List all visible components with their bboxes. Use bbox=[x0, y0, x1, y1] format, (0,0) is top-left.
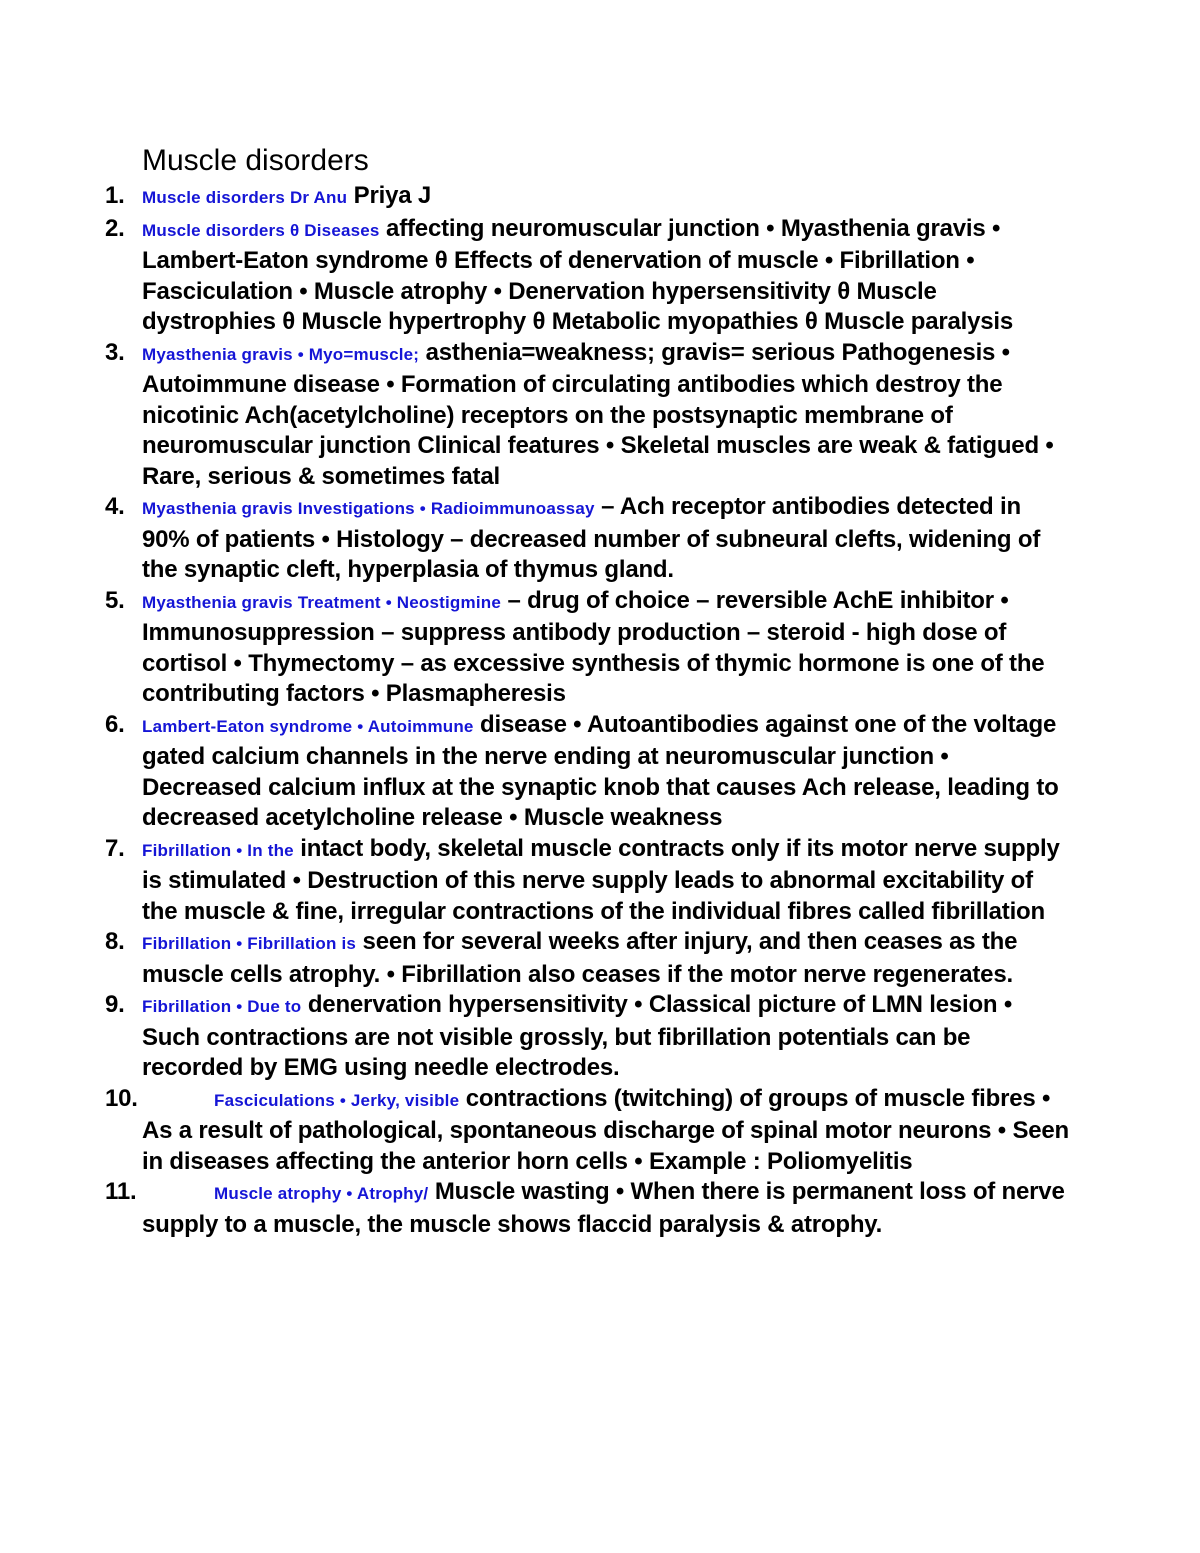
item-text: disease • Autoantibodies against one of the voltage gated calcium channels in the nerve ending at neuromuscular junction • Decreased calcium influx at the synaptic knob that causes Ach release, leading to decreased acetylcholine release • Muscle weakness bbox=[142, 710, 1059, 831]
item-number: 3. bbox=[105, 338, 125, 366]
list-item bbox=[0, 927, 1200, 990]
list-item bbox=[0, 990, 1200, 1084]
item-text: affecting neuromuscular junction • Myasthenia gravis • Lambert-Eaton syndrome θ Effects of denervation of muscle • Fibrillation • Fasciculation • Muscle atrophy • Denervation hypersensitivity θ Muscle dystrophies θ Muscle hypertrophy θ Metabolic myopathies θ Muscle paralysis bbox=[142, 214, 1014, 335]
item-text: contractions (twitching) of groups of muscle fibres • As a result of pathological, spontaneous discharge of spinal motor neurons • Seen in diseases affecting the anterior horn cells • Example : Poliomyelitis bbox=[142, 1084, 1070, 1175]
item-text: Muscle wasting • When there is permanent loss of nerve supply to a muscle, the muscle shows flaccid paralysis & atrophy. bbox=[142, 1178, 1065, 1238]
item-lead: Myasthenia gravis • Myo=muscle; bbox=[142, 344, 420, 364]
list-item bbox=[0, 181, 1200, 214]
item-text: asthenia=weakness; gravis= serious Pathogenesis • Autoimmune disease • Formation of circulating antibodies which destroy the nicotinic Ach(acetylcholine) receptors on the postsynaptic membrane of neuromuscular junction Clinical features • Skeletal muscles are weak & fatigued • Rare, serious & sometimes fatal bbox=[142, 338, 1054, 490]
list-item bbox=[0, 1177, 1200, 1240]
item-number: 5. bbox=[105, 586, 125, 614]
document-title: Muscle disorders bbox=[142, 144, 369, 177]
list-item bbox=[0, 1084, 1200, 1178]
item-lead: Lambert-Eaton syndrome • Autoimmune bbox=[142, 716, 474, 736]
item-text: Priya J bbox=[347, 182, 431, 209]
item-number: 6. bbox=[105, 710, 125, 738]
item-lead: Fasciculations • Jerky, visible bbox=[214, 1090, 460, 1110]
item-lead: Fibrillation • Fibrillation is bbox=[142, 934, 357, 953]
item-text: – Ach receptor antibodies detected in 90% of patients • Histology – decreased number of subneural clefts, widening of the synaptic cleft, hyperplasia of thymus gland. bbox=[142, 493, 1041, 583]
item-number: 4. bbox=[105, 493, 125, 520]
item-number: 7. bbox=[105, 834, 125, 862]
list-item bbox=[0, 338, 1200, 493]
item-lead: Myasthenia gravis Investigations • Radioimmunoassay bbox=[142, 499, 595, 518]
item-list bbox=[0, 181, 1200, 1240]
item-number: 1. bbox=[105, 182, 125, 209]
item-number: 2. bbox=[105, 214, 125, 242]
item-lead: Fibrillation • In the bbox=[142, 840, 294, 860]
item-text: seen for several weeks after injury, and then ceases as the muscle cells atrophy. • Fibrillation also ceases if the motor nerve regenerates. bbox=[142, 928, 1018, 988]
list-item bbox=[0, 214, 1200, 338]
item-text: – drug of choice – reversible AchE inhibitor • Immunosuppression – suppress antibody production – steroid - high dose of cortisol • Thymectomy – as excessive synthesis of thymic hormone is one of the contributing factors • Plasmapheresis bbox=[142, 586, 1045, 707]
item-lead: Muscle disorders θ Diseases bbox=[142, 220, 380, 240]
item-lead: Muscle atrophy • Atrophy/ bbox=[214, 1184, 429, 1203]
item-number: 10. bbox=[105, 1084, 138, 1112]
item-number: 11. bbox=[105, 1178, 137, 1205]
item-lead: Myasthenia gravis Treatment • Neostigmine bbox=[142, 592, 501, 612]
list-item bbox=[0, 834, 1200, 928]
list-item bbox=[0, 492, 1200, 586]
item-lead: Fibrillation • Due to bbox=[142, 997, 302, 1016]
item-number: 9. bbox=[105, 991, 125, 1018]
item-number: 8. bbox=[105, 928, 125, 955]
item-text: intact body, skeletal muscle contracts only if its motor nerve supply is stimulated • Destruction of this nerve supply leads to abnormal excitability of the muscle & fine, irregular contractions of the individual fibres called fibrillation bbox=[142, 834, 1060, 925]
item-text: denervation hypersensitivity • Classical picture of LMN lesion • Such contractions are not visible grossly, but fibrillation potentials can be recorded by EMG using needle electrodes. bbox=[142, 991, 1013, 1081]
list-item bbox=[0, 586, 1200, 710]
list-item bbox=[0, 710, 1200, 834]
item-lead: Muscle disorders Dr Anu bbox=[142, 188, 348, 207]
